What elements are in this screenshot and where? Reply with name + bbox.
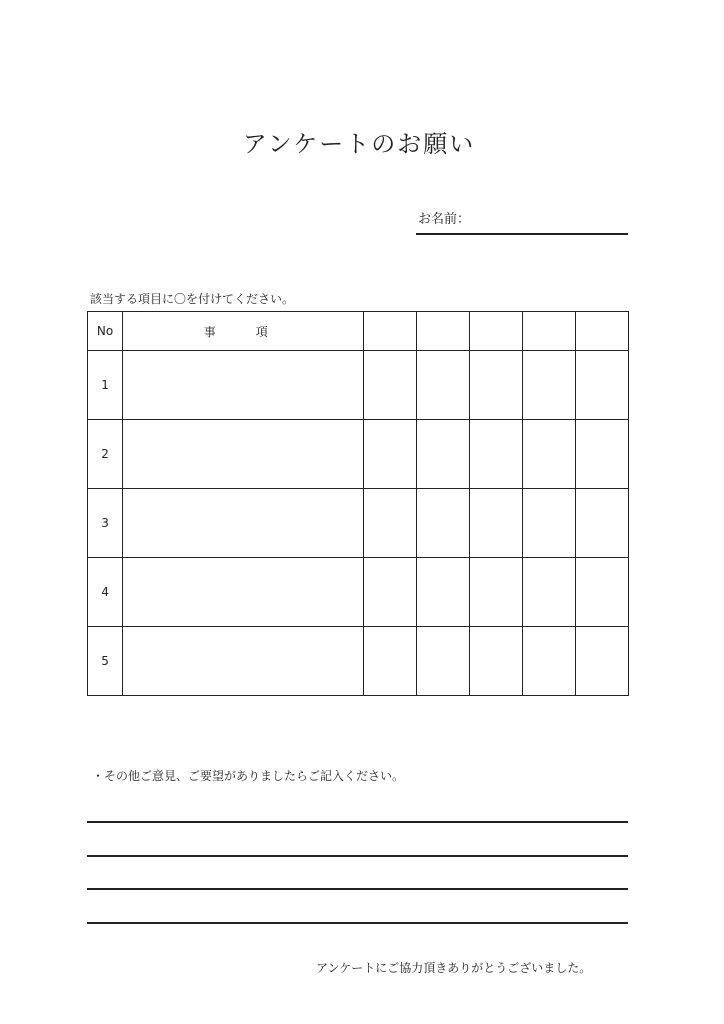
check-cell[interactable] <box>363 420 416 489</box>
check-cell[interactable] <box>416 420 469 489</box>
check-cell[interactable] <box>575 489 628 558</box>
row-number: 4 <box>88 558 123 627</box>
check-cell[interactable] <box>522 351 575 420</box>
check-cell[interactable] <box>363 627 416 696</box>
table-row <box>88 558 629 627</box>
check-cell[interactable] <box>469 558 522 627</box>
check-cell[interactable] <box>575 351 628 420</box>
table-header-row <box>88 312 629 351</box>
header-check-3 <box>469 312 522 351</box>
comment-line[interactable] <box>87 855 628 857</box>
name-field[interactable] <box>416 212 628 235</box>
table-row <box>88 420 629 489</box>
check-cell[interactable] <box>575 558 628 627</box>
survey-table <box>87 311 629 696</box>
check-cell[interactable] <box>363 558 416 627</box>
header-check-2 <box>416 312 469 351</box>
check-cell[interactable] <box>416 558 469 627</box>
header-no: No <box>88 312 123 351</box>
comment-label: ・その他ご意見、ご要望がありましたらご記入ください。 <box>92 769 405 783</box>
comment-line[interactable] <box>87 888 628 890</box>
header-check-1 <box>363 312 416 351</box>
thanks-text: アンケートにご協力頂きありがとうございました。 <box>316 961 592 975</box>
check-cell[interactable] <box>469 351 522 420</box>
row-number: 2 <box>88 420 123 489</box>
check-cell[interactable] <box>416 627 469 696</box>
name-label: お名前： <box>418 212 471 227</box>
header-check-5 <box>575 312 628 351</box>
row-number: 1 <box>88 351 123 420</box>
check-cell[interactable] <box>363 489 416 558</box>
instruction-text: 該当する項目に〇を付けてください。 <box>90 292 295 306</box>
check-cell[interactable] <box>575 420 628 489</box>
table-row <box>88 627 629 696</box>
row-number: 5 <box>88 627 123 696</box>
check-cell[interactable] <box>469 489 522 558</box>
item-cell[interactable] <box>123 420 363 489</box>
check-cell[interactable] <box>416 351 469 420</box>
page-title: アンケートのお願い <box>242 130 476 158</box>
check-cell[interactable] <box>522 489 575 558</box>
check-cell[interactable] <box>469 627 522 696</box>
table-row <box>88 351 629 420</box>
header-item: 事 項 <box>123 312 363 351</box>
comment-line[interactable] <box>87 922 628 924</box>
check-cell[interactable] <box>522 627 575 696</box>
item-cell[interactable] <box>123 558 363 627</box>
check-cell[interactable] <box>469 420 522 489</box>
comment-line[interactable] <box>87 821 628 823</box>
check-cell[interactable] <box>522 420 575 489</box>
item-cell[interactable] <box>123 351 363 420</box>
check-cell[interactable] <box>363 351 416 420</box>
row-number: 3 <box>88 489 123 558</box>
table-row <box>88 489 629 558</box>
header-check-4 <box>522 312 575 351</box>
item-cell[interactable] <box>123 627 363 696</box>
check-cell[interactable] <box>416 489 469 558</box>
check-cell[interactable] <box>522 558 575 627</box>
check-cell[interactable] <box>575 627 628 696</box>
item-cell[interactable] <box>123 489 363 558</box>
